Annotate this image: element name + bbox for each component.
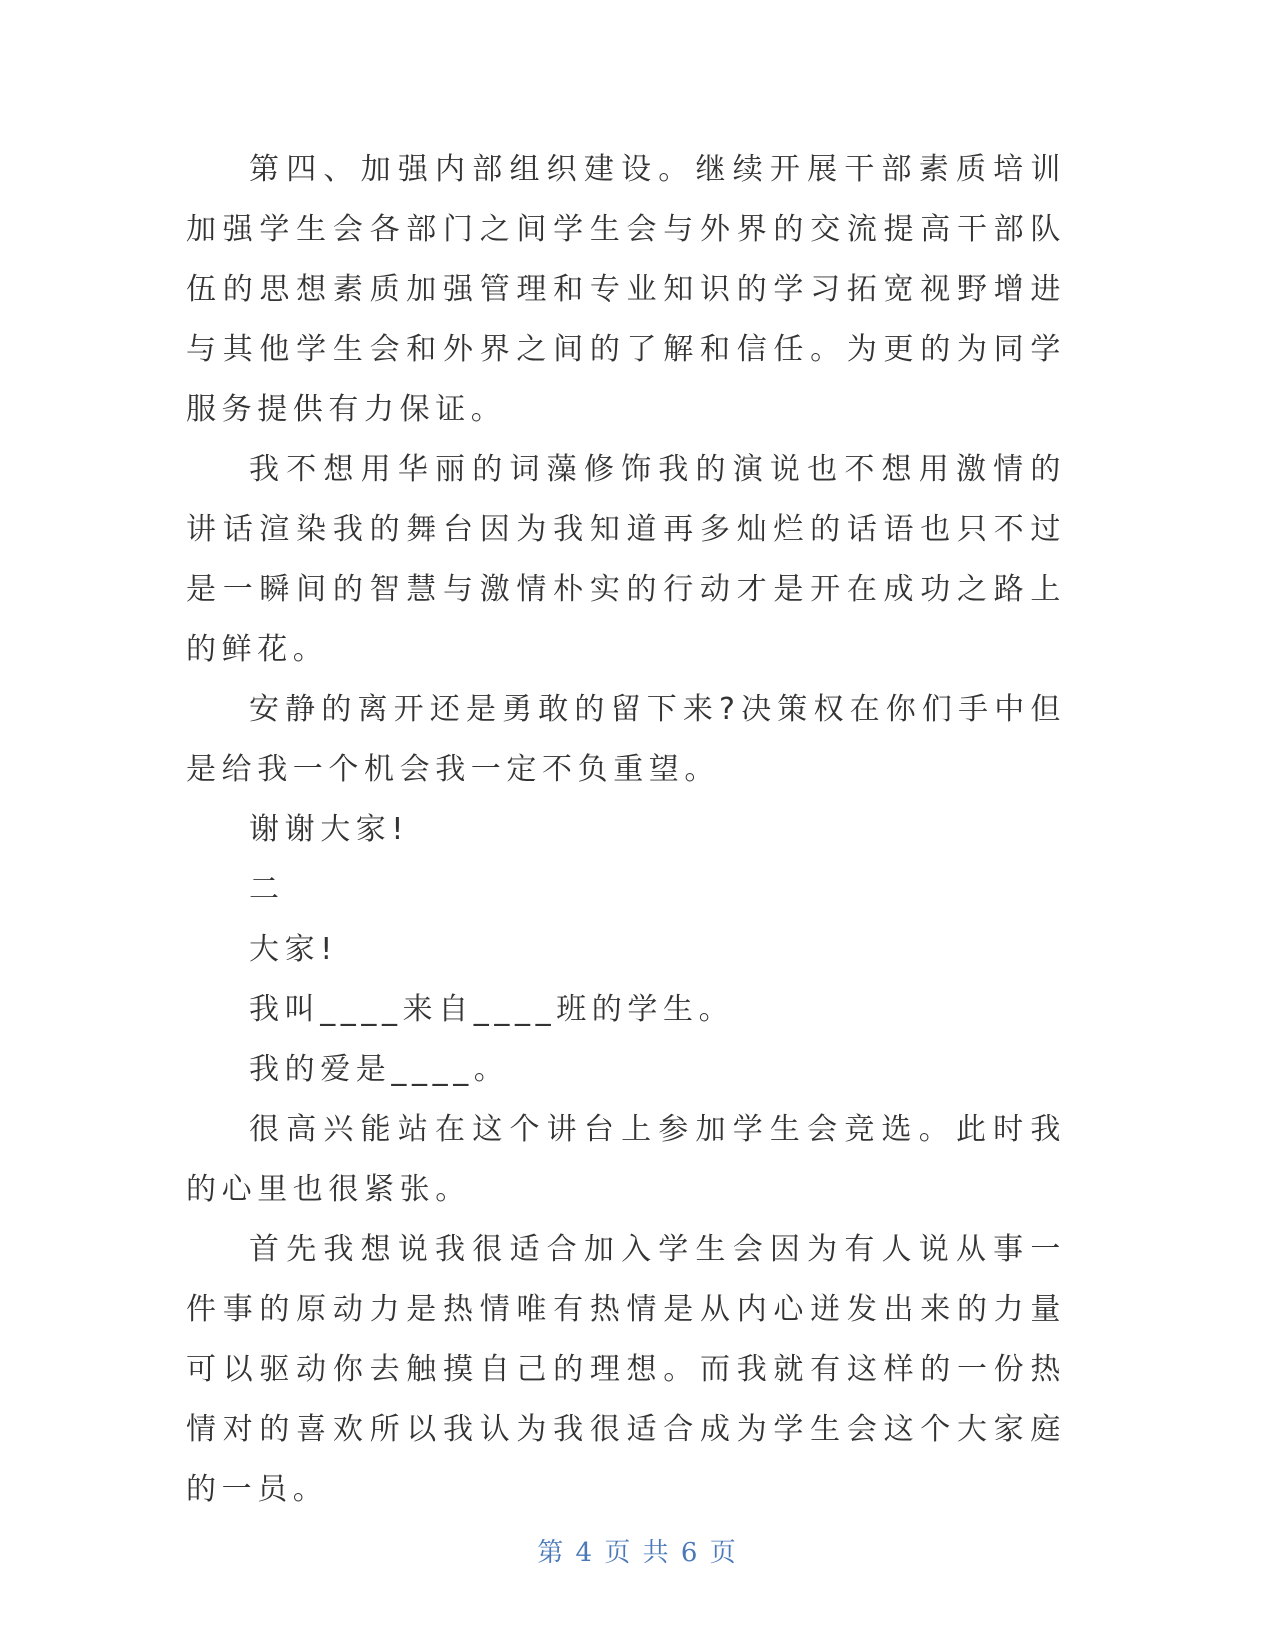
- page-number: 第 4 页 共 6 页: [537, 1538, 738, 1568]
- paragraph-leave-or-stay: 安静的离开还是勇敢的留下来?决策权在你们手中但是给我一个机会我一定不负重望。: [186, 692, 1066, 787]
- document-body: [186, 140, 1066, 1520]
- paragraph-greeting: 大家!: [249, 932, 338, 967]
- paragraph-no-flowery-words: 我不想用华丽的词藻修饰我的演说也不想用激情的讲话渲染我的舞台因为我知道再多灿烂的话语也只不过是一瞬间的智慧与激情朴实的行动才是开在成功之路上的鲜花。: [186, 452, 1066, 667]
- paragraph-thanks: 谢谢大家!: [249, 812, 410, 847]
- paragraph-passion: 首先我想说我很适合加入学生会因为有人说从事一件事的原动力是热情唯有热情是从内心迸发出来的力量可以驱动你去触摸自己的理想。而我就有这样的一份热情对的喜欢所以我认为我很适合成为学生会这个大家庭的一员。: [186, 1232, 1066, 1507]
- paragraph-nervous: 很高兴能站在这个讲台上参加学生会竞选。此时我的心里也很紧张。: [186, 1112, 1066, 1207]
- paragraph-name-class: 我叫____来自____班的学生。: [249, 992, 735, 1027]
- section-number-two: 二: [249, 872, 285, 907]
- page-footer: [0, 1532, 1275, 1569]
- paragraph-section-four: 第四、加强内部组织建设。继续开展干部素质培训加强学生会各部门之间学生会与外界的交流提高干部队伍的思想素质加强管理和专业知识的学习拓宽视野增进与其他学生会和外界之间的了解和信任。为更的为同学服务提供有力保证。: [186, 152, 1066, 427]
- paragraph-hobby: 我的爱是____。: [249, 1052, 510, 1087]
